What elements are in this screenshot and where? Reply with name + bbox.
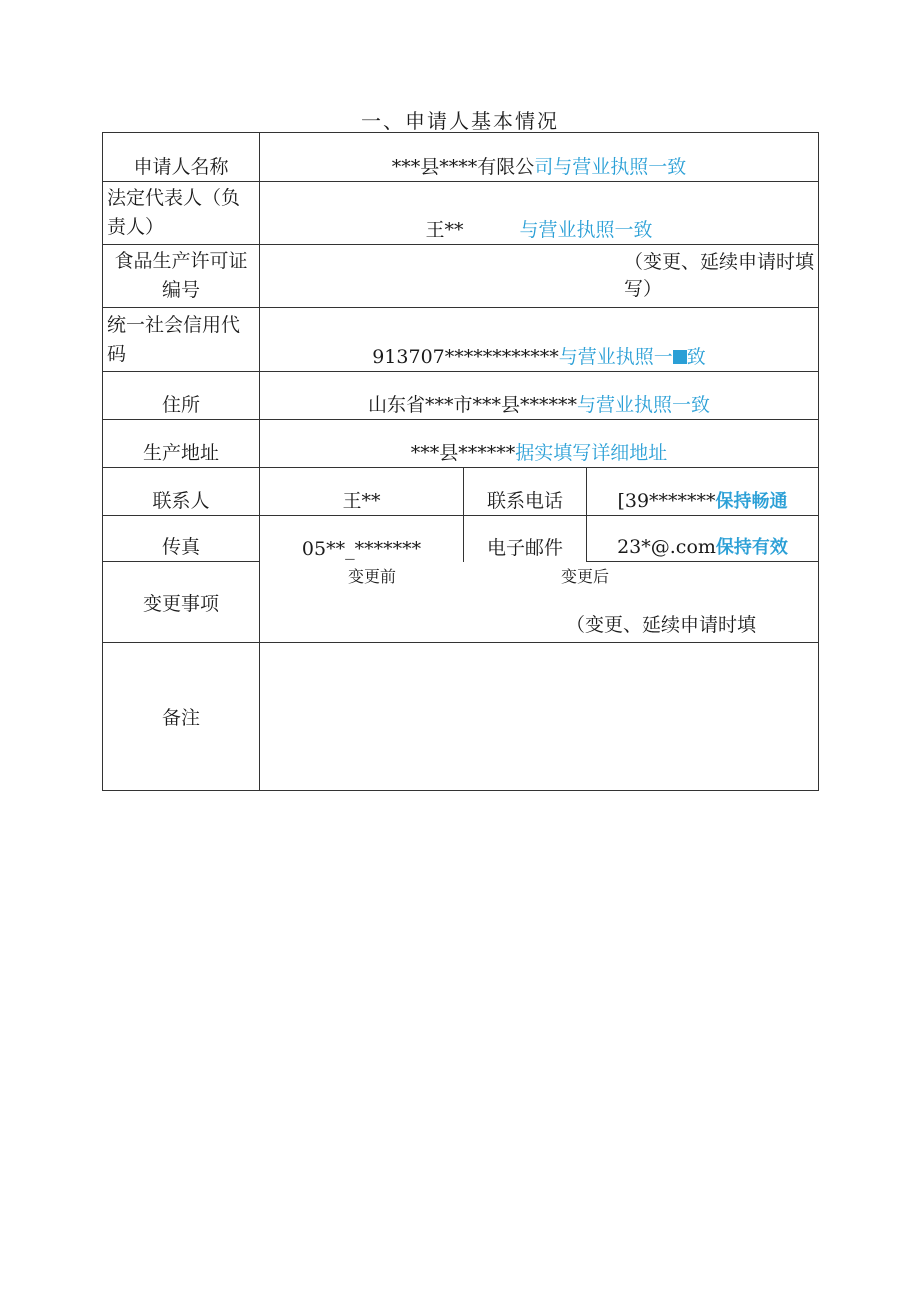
remarks-value[interactable] <box>260 643 819 791</box>
license-label <box>103 245 260 308</box>
email-value: 23*@.com <box>617 536 716 558</box>
phone-hint: 保持畅通 <box>715 491 788 512</box>
production-address-label: 生产地址 <box>103 420 260 468</box>
row-applicant-name <box>103 133 819 182</box>
ocr-block-icon <box>673 350 687 364</box>
contact-value[interactable]: 王** <box>260 468 464 516</box>
credit-code-label-line1: 统一社会信用代 <box>107 313 241 336</box>
page-title: 一、申请人基本情况 <box>361 109 559 133</box>
remarks-label: 备注 <box>103 643 260 791</box>
row-license-number <box>103 245 819 308</box>
phone-value: [39******* <box>617 490 716 512</box>
row-change-items <box>103 562 819 643</box>
row-contact <box>103 468 819 516</box>
fax-label: 传真 <box>103 516 260 562</box>
credit-code-label <box>103 308 260 372</box>
applicant-name-cell[interactable] <box>260 133 819 182</box>
production-address-cell[interactable] <box>260 420 819 468</box>
legal-rep-label-line1: 法定代表人（负 <box>107 187 241 209</box>
email-hint: 保持有效 <box>715 537 788 558</box>
phone-cell[interactable] <box>587 468 819 516</box>
change-note: （变更、延续申请时填 <box>566 614 757 636</box>
credit-code-hint-b: 致 <box>686 346 706 368</box>
production-address-hint: 据实填写详细地址 <box>515 442 668 464</box>
change-label: 变更事项 <box>103 562 260 643</box>
applicant-name-hint: 司与营业执照一致 <box>534 156 687 178</box>
row-legal-rep <box>103 182 819 245</box>
change-after-label: 变更后 <box>561 567 610 586</box>
address-value: 山东省***市***县****** <box>367 394 577 416</box>
license-label-line2: 编号 <box>161 279 200 301</box>
production-address-value: ***县****** <box>410 442 516 464</box>
email-cell[interactable] <box>587 516 819 562</box>
email-label: 电子邮件 <box>464 516 587 562</box>
legal-rep-value: 王** <box>425 219 464 241</box>
applicant-name-label: 申请人名称 <box>103 133 260 182</box>
license-note-line1: （变更、延续申请时填 <box>624 251 815 273</box>
license-label-line1: 食品生产许可证 <box>114 250 248 272</box>
credit-code-label-line2: 码 <box>107 342 127 365</box>
credit-code-hint-a: 与营业执照一 <box>558 346 673 368</box>
credit-code-value: 913707************ <box>372 346 559 368</box>
address-cell[interactable] <box>260 372 819 420</box>
legal-rep-hint: 与营业执照一致 <box>519 219 653 241</box>
row-credit-code <box>103 308 819 372</box>
change-before-label: 变更前 <box>348 567 397 586</box>
row-remarks <box>103 643 819 791</box>
row-production-address <box>103 420 819 468</box>
license-note-line2: 写） <box>624 278 663 300</box>
license-cell[interactable] <box>260 245 819 308</box>
phone-label: 联系电话 <box>464 468 587 516</box>
applicant-name-value: ***县****有限公 <box>391 156 535 178</box>
legal-rep-cell[interactable] <box>260 182 819 245</box>
credit-code-cell[interactable] <box>260 308 819 372</box>
fax-value[interactable]: 05**_******* <box>260 516 464 562</box>
address-hint: 与营业执照一致 <box>577 394 711 416</box>
contact-label: 联系人 <box>103 468 260 516</box>
legal-rep-label <box>103 182 260 245</box>
row-address <box>103 372 819 420</box>
legal-rep-label-line2: 责人） <box>107 216 165 238</box>
applicant-info-table <box>102 132 819 791</box>
row-fax <box>103 516 819 562</box>
address-label: 住所 <box>103 372 260 420</box>
change-cell[interactable] <box>260 562 819 643</box>
